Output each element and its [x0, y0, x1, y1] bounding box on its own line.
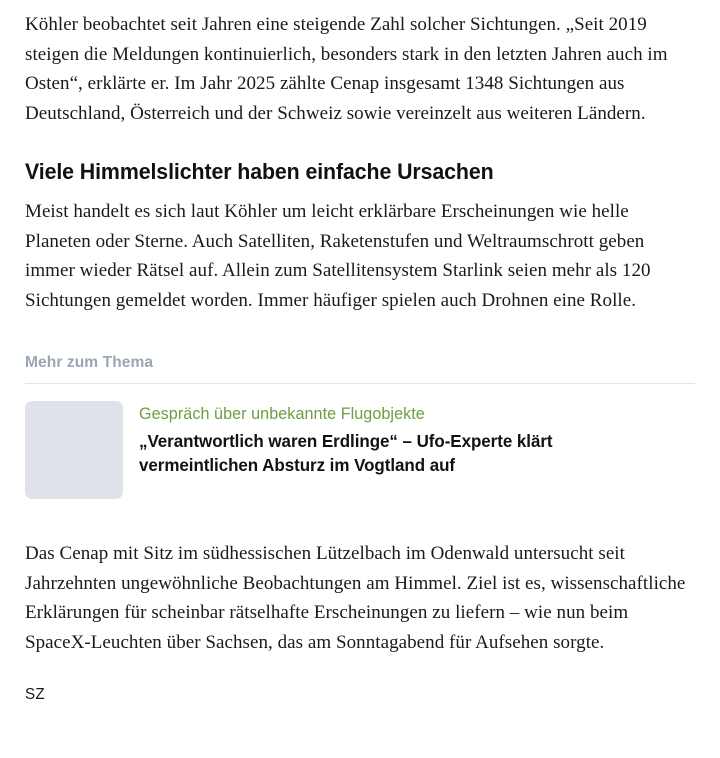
- article-paragraph: Das Cenap mit Sitz im südhessischen Lützelbach im Odenwald untersucht seit Jahrzehnten ungewöhnliche Beobachtungen am Himmel. Ziel ist es, wissenschaftliche Erklärungen für scheinbar rätselhafte Erscheinungen zu liefern – wie nun beim SpaceX-Leuchten über Sachsen, das am Sonntagabend für Aufsehen sorgte.: [25, 543, 686, 653]
- related-article-kicker: Gespräch über unbekannte Flugobjekte: [139, 405, 425, 423]
- related-articles-label: Mehr zum Thema: [25, 354, 154, 371]
- article-paragraph: Meist handelt es sich laut Köhler um leicht erklärbare Erscheinungen wie helle Planeten oder Sterne. Auch Satelliten, Raketenstufen und Weltraumschrott geben immer wieder Rätsel auf. Allein zum Satellitensystem Starlink seien mehr als 120 Sichtungen gemeldet worden. Immer häufiger spielen auch Drohnen eine Rolle.: [25, 201, 651, 311]
- related-article-text: [139, 401, 695, 477]
- related-article-teaser[interactable]: [25, 401, 695, 499]
- related-articles-section: [25, 315, 695, 499]
- article-signature: SZ: [25, 686, 45, 703]
- article-subheading: Viele Himmelslichter haben einfache Ursachen: [25, 159, 494, 184]
- related-article-thumbnail: [25, 401, 123, 499]
- related-divider: [25, 383, 695, 384]
- article-paragraph: Köhler beobachtet seit Jahren eine steigende Zahl solcher Sichtungen. „Seit 2019 steigen die Meldungen kontinuierlich, besonders stark in den letzten Jahren auch im Osten“, erklärte er. Im Jahr 2025 zählte Cenap insgesamt 1348 Sichtungen aus Deutschland, Österreich und der Schweiz sowie vereinzelt aus weiteren Ländern.: [25, 14, 668, 124]
- related-article-headline[interactable]: „Verantwortlich waren Erdlinge“ – Ufo-Experte klärt vermeintlichen Absturz im Vogtland auf: [139, 431, 553, 475]
